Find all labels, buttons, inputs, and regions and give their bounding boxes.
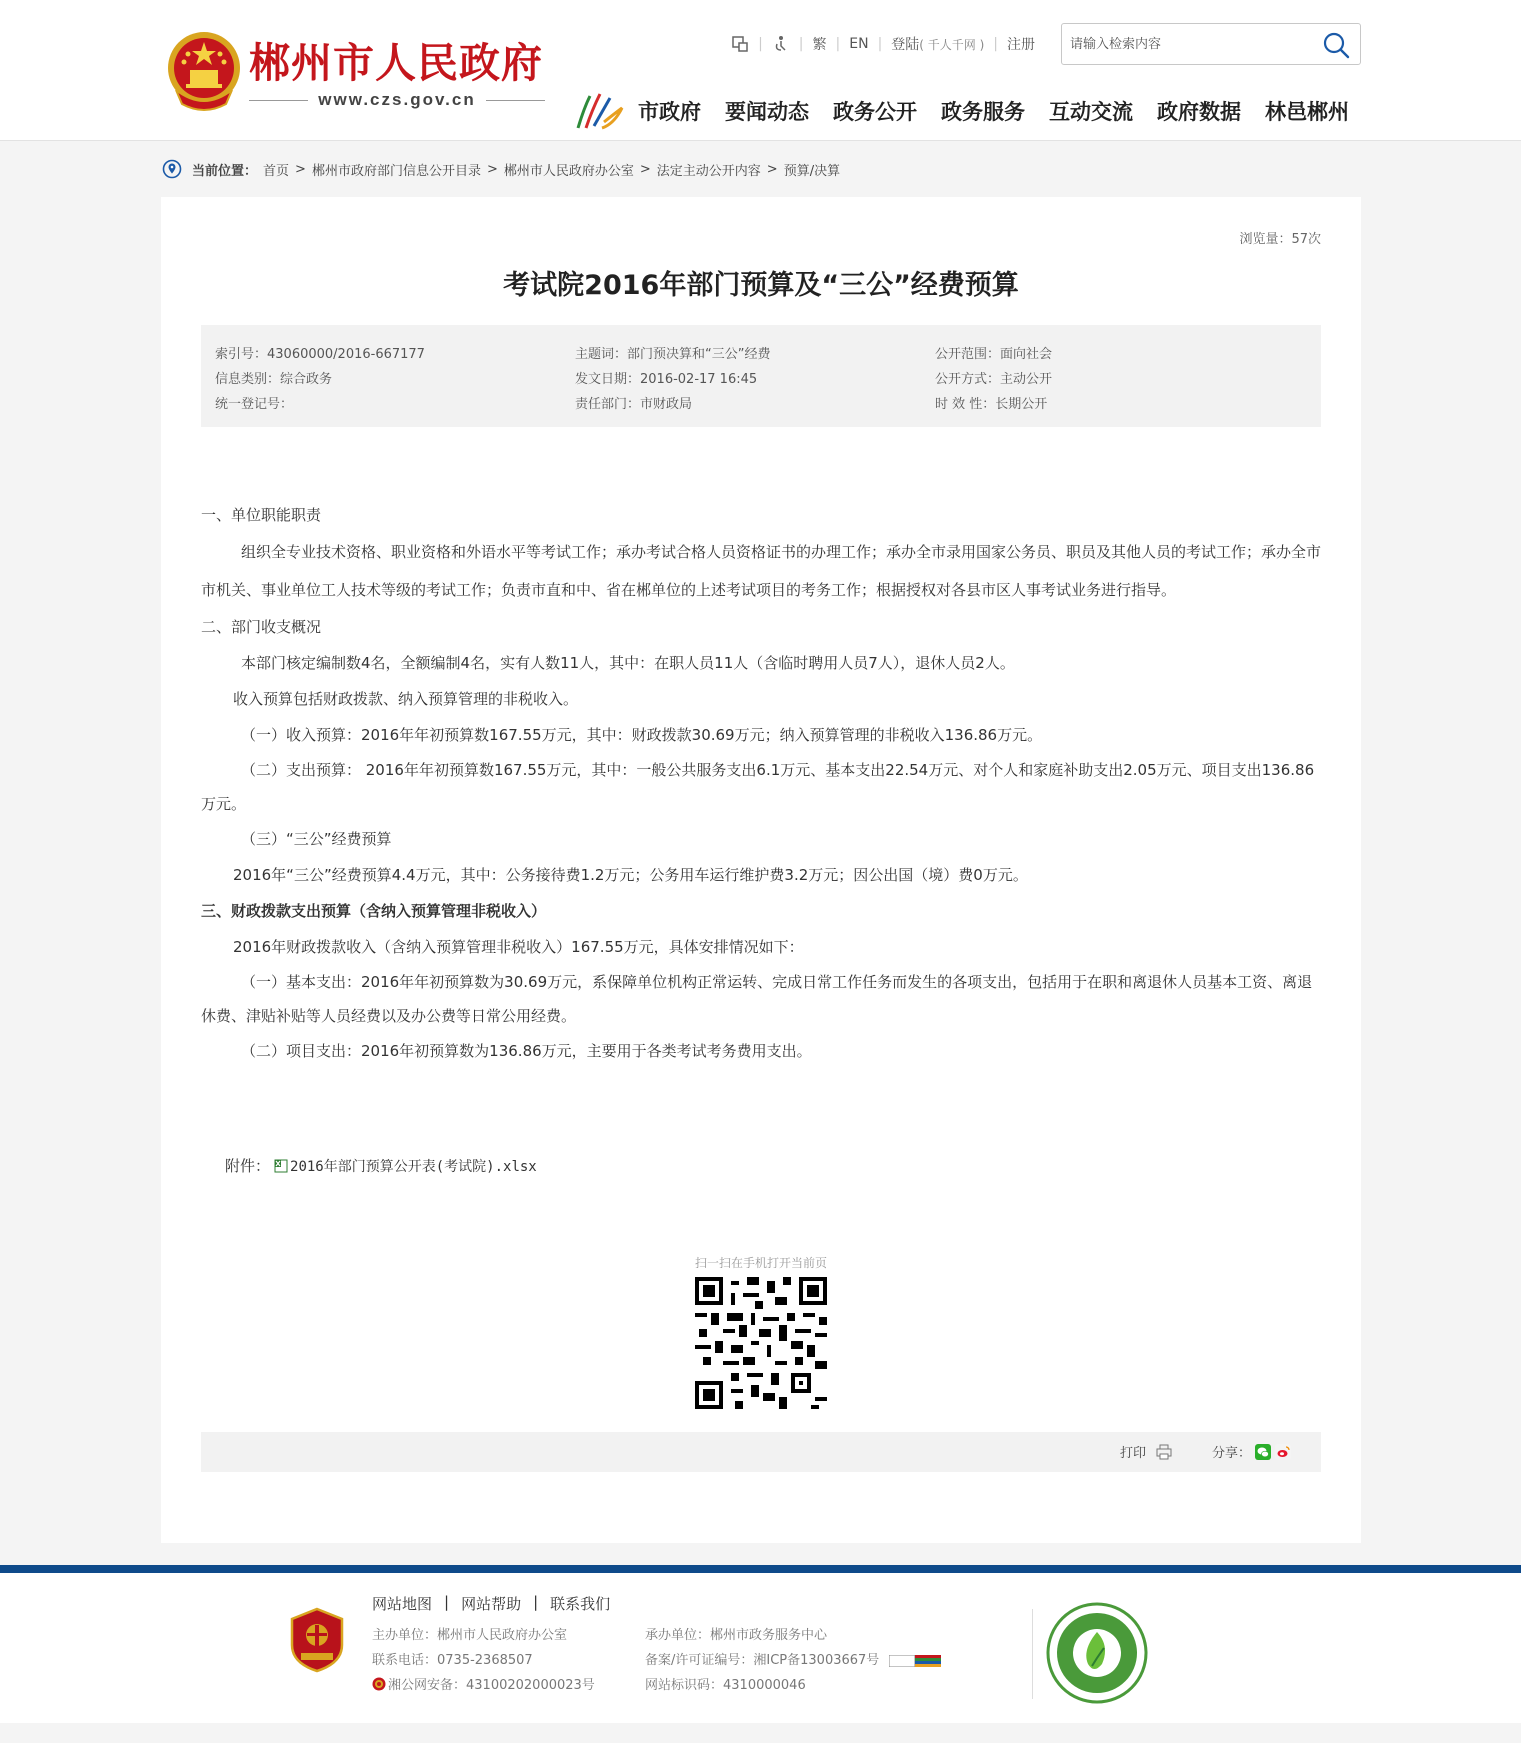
civilized-unit-badge-icon[interactable]: [1046, 1602, 1148, 1704]
footer-sponsor: 主办单位：郴州市人民政府办公室: [372, 1628, 568, 1643]
attachment-label: 附件：: [225, 1157, 271, 1175]
meta-department: 责任部门：市财政局: [575, 397, 693, 412]
meta-validity: 时 效 性：长期公开: [935, 397, 1048, 412]
breadcrumb-separator: >: [639, 161, 651, 177]
footer-info-right: [645, 1623, 941, 1698]
paragraph: （二）支出预算： 2016年年初预算数167.55万元，其中：一般公共服务支出6.1万元、基本支出22.54万元、对个人和家庭补助支出2.05万元、项目支出136.86万元。: [201, 761, 1315, 813]
meta-index-no: 索引号：43060000/2016-667177: [215, 347, 425, 362]
breadcrumb-office[interactable]: 郴州市人民政府办公室: [503, 163, 634, 179]
site-header: [0, 0, 1521, 141]
nav-item-public-affairs[interactable]: 政务公开: [833, 100, 917, 124]
section-heading: 二、部门收支概况: [201, 618, 322, 636]
wechat-icon[interactable]: [1255, 1444, 1271, 1460]
article-title: 考试院2016年部门预算及“三公”经费预算: [503, 270, 1019, 301]
location-pin-icon: [162, 159, 182, 179]
paragraph: 本部门核定编制数4名，全额编制4名，实有人数11人，其中：在职人员11人（含临时聘用人员7人），退休人员2人。: [241, 654, 1015, 672]
icp-badge-icon: [889, 1655, 941, 1667]
attachment-link[interactable]: 2016年部门预算公开表(考试院).xlsx: [290, 1158, 537, 1175]
qr-code: [695, 1277, 827, 1409]
site-domain: [249, 89, 545, 111]
meta-category: 信息类别：综合政务: [215, 372, 333, 387]
national-emblem-icon[interactable]: [166, 28, 242, 112]
nav-item-linyi-chenzhou[interactable]: 林邑郴州: [1265, 100, 1349, 124]
traditional-chinese-link[interactable]: 繁: [812, 37, 827, 53]
section-heading: 一、单位职能职责: [201, 506, 322, 524]
main-nav: [638, 96, 1349, 126]
article-body: [201, 497, 1323, 1069]
meta-subject: 主题词：部门预决算和“三公”经费: [575, 347, 771, 362]
meta-method: 公开方式：主动公开: [935, 372, 1053, 387]
footer-organizer: 承办单位：郴州市政务服务中心: [645, 1628, 828, 1643]
footer-link-sitemap[interactable]: 网站地图: [372, 1595, 433, 1613]
paragraph: （一）收入预算：2016年年初预算数167.55万元，其中：财政拨款30.69万元；纳入预算管理的非税收入136.86万元。: [241, 726, 1043, 744]
paragraph: 组织全专业技术资格、职业资格和外语水平等考试工作；承办考试合格人员资格证书的办理工作；承办全市录用国家公务员、职员及其他人员的考试工作；承办全市市机关、事业单位工人技术等级的考试工作；负责市直和中、省在郴单位的上述考试项目的考务工作；根据授权对各县市区人事考试业务进行指导。: [201, 543, 1322, 599]
police-badge-icon: [372, 1677, 386, 1691]
party-government-badge-icon[interactable]: [289, 1607, 345, 1673]
breadcrumb-statutory-content[interactable]: 法定主动公开内容: [656, 163, 761, 179]
weibo-icon[interactable]: [1275, 1444, 1291, 1460]
nav-logo-icon: [574, 88, 626, 134]
footer-link-help[interactable]: 网站帮助: [461, 1595, 522, 1613]
paragraph: （二）项目支出：2016年初预算数为136.86万元，主要用于各类考试考务费用支出。: [241, 1042, 812, 1060]
meta-scope: 公开范围：面向社会: [935, 347, 1053, 362]
search-icon[interactable]: [1322, 31, 1350, 59]
breadcrumb-catalog[interactable]: 郴州市政府部门信息公开目录: [311, 163, 481, 179]
register-link[interactable]: 注册: [1007, 37, 1035, 53]
footer-site-id: 网站标识码：4310000046: [645, 1678, 806, 1693]
breadcrumb-label: 当前位置：: [192, 163, 258, 179]
footer-phone: 联系电话：0735-2368507: [372, 1653, 533, 1668]
breadcrumb-home[interactable]: 首页: [263, 163, 290, 179]
breadcrumb-separator: >: [295, 161, 306, 177]
site-name[interactable]: 郴州市人民政府: [249, 39, 543, 87]
nav-item-city-government[interactable]: 市政府: [638, 100, 701, 124]
login-note: ( 千人千网 ): [919, 37, 985, 52]
search-input[interactable]: [1070, 32, 1310, 56]
nav-item-services[interactable]: 政务服务: [941, 100, 1025, 124]
site-url: www.czs.gov.cn: [318, 90, 476, 109]
breadcrumb: [162, 158, 840, 180]
meta-reg-no: 统一登记号：: [215, 397, 294, 412]
accessibility-icon[interactable]: [772, 35, 790, 53]
paragraph: 2016年“三公”经费预算4.4万元，其中：公务接待费1.2万元；公务用车运行维护费3.2万元；因公出国（境）费0万元。: [233, 866, 1028, 884]
article-card: [161, 197, 1361, 1543]
view-count: 浏览量：57次: [1239, 232, 1321, 247]
printer-icon: [1156, 1444, 1172, 1460]
share: [1212, 1442, 1291, 1461]
attachment: [225, 1155, 537, 1176]
footer-bar: [0, 1565, 1521, 1573]
nav-item-open-data[interactable]: 政府数据: [1157, 100, 1241, 124]
header-tool-links: | | 繁 | EN | 登陆 ( 千人千网 ) | 注册: [731, 34, 1035, 54]
search-box: [1061, 23, 1361, 65]
article-meta: [201, 325, 1321, 427]
excel-file-icon: [274, 1159, 288, 1173]
paragraph: （三）“三公”经费预算: [241, 830, 392, 848]
footer-info-left: [372, 1623, 595, 1698]
site-footer: [0, 1573, 1521, 1723]
footer-icp-record: 备案/许可证编号：湘ICP备13003667号: [645, 1648, 941, 1673]
english-link[interactable]: EN: [849, 36, 869, 52]
footer-police-record: 湘公网安备：43100202000023号: [372, 1673, 595, 1698]
mobile-app-icon[interactable]: [731, 35, 749, 53]
breadcrumb-separator: >: [486, 161, 498, 177]
print-button[interactable]: [1120, 1442, 1172, 1461]
footer-divider: [1032, 1609, 1033, 1699]
paragraph: （一）基本支出：2016年年初预算数为30.69万元，系保障单位机构正常运转、完成日常工作任务而发生的各项支出，包括用于在职和离退休人员基本工资、离退休费、津贴补贴等人员经费以及办公费等日常公用经费。: [201, 973, 1313, 1025]
breadcrumb-budget[interactable]: 预算/决算: [783, 163, 841, 179]
article-tools-bar: [201, 1432, 1321, 1472]
breadcrumb-separator: >: [766, 161, 778, 177]
section-heading: 三、财政拨款支出预算（含纳入预算管理非税收入）: [201, 902, 547, 920]
qr-tip: 扫一扫在手机打开当前页: [694, 1256, 827, 1270]
meta-date: 发文日期：2016-02-17 16:45: [575, 372, 758, 387]
share-label: 分享：: [1212, 1446, 1252, 1461]
footer-links: 网站地图 | 网站帮助 | 联系我们: [372, 1593, 611, 1613]
print-label: 打印: [1120, 1446, 1147, 1461]
paragraph: 收入预算包括财政拨款、纳入预算管理的非税收入。: [233, 690, 579, 708]
footer-link-contact[interactable]: 联系我们: [550, 1595, 611, 1613]
nav-item-interaction[interactable]: 互动交流: [1049, 100, 1133, 124]
login-link[interactable]: 登陆: [891, 37, 920, 53]
nav-item-news[interactable]: 要闻动态: [725, 100, 809, 124]
paragraph: 2016年财政拨款收入（含纳入预算管理非税收入）167.55万元，具体安排情况如下：: [233, 938, 804, 956]
